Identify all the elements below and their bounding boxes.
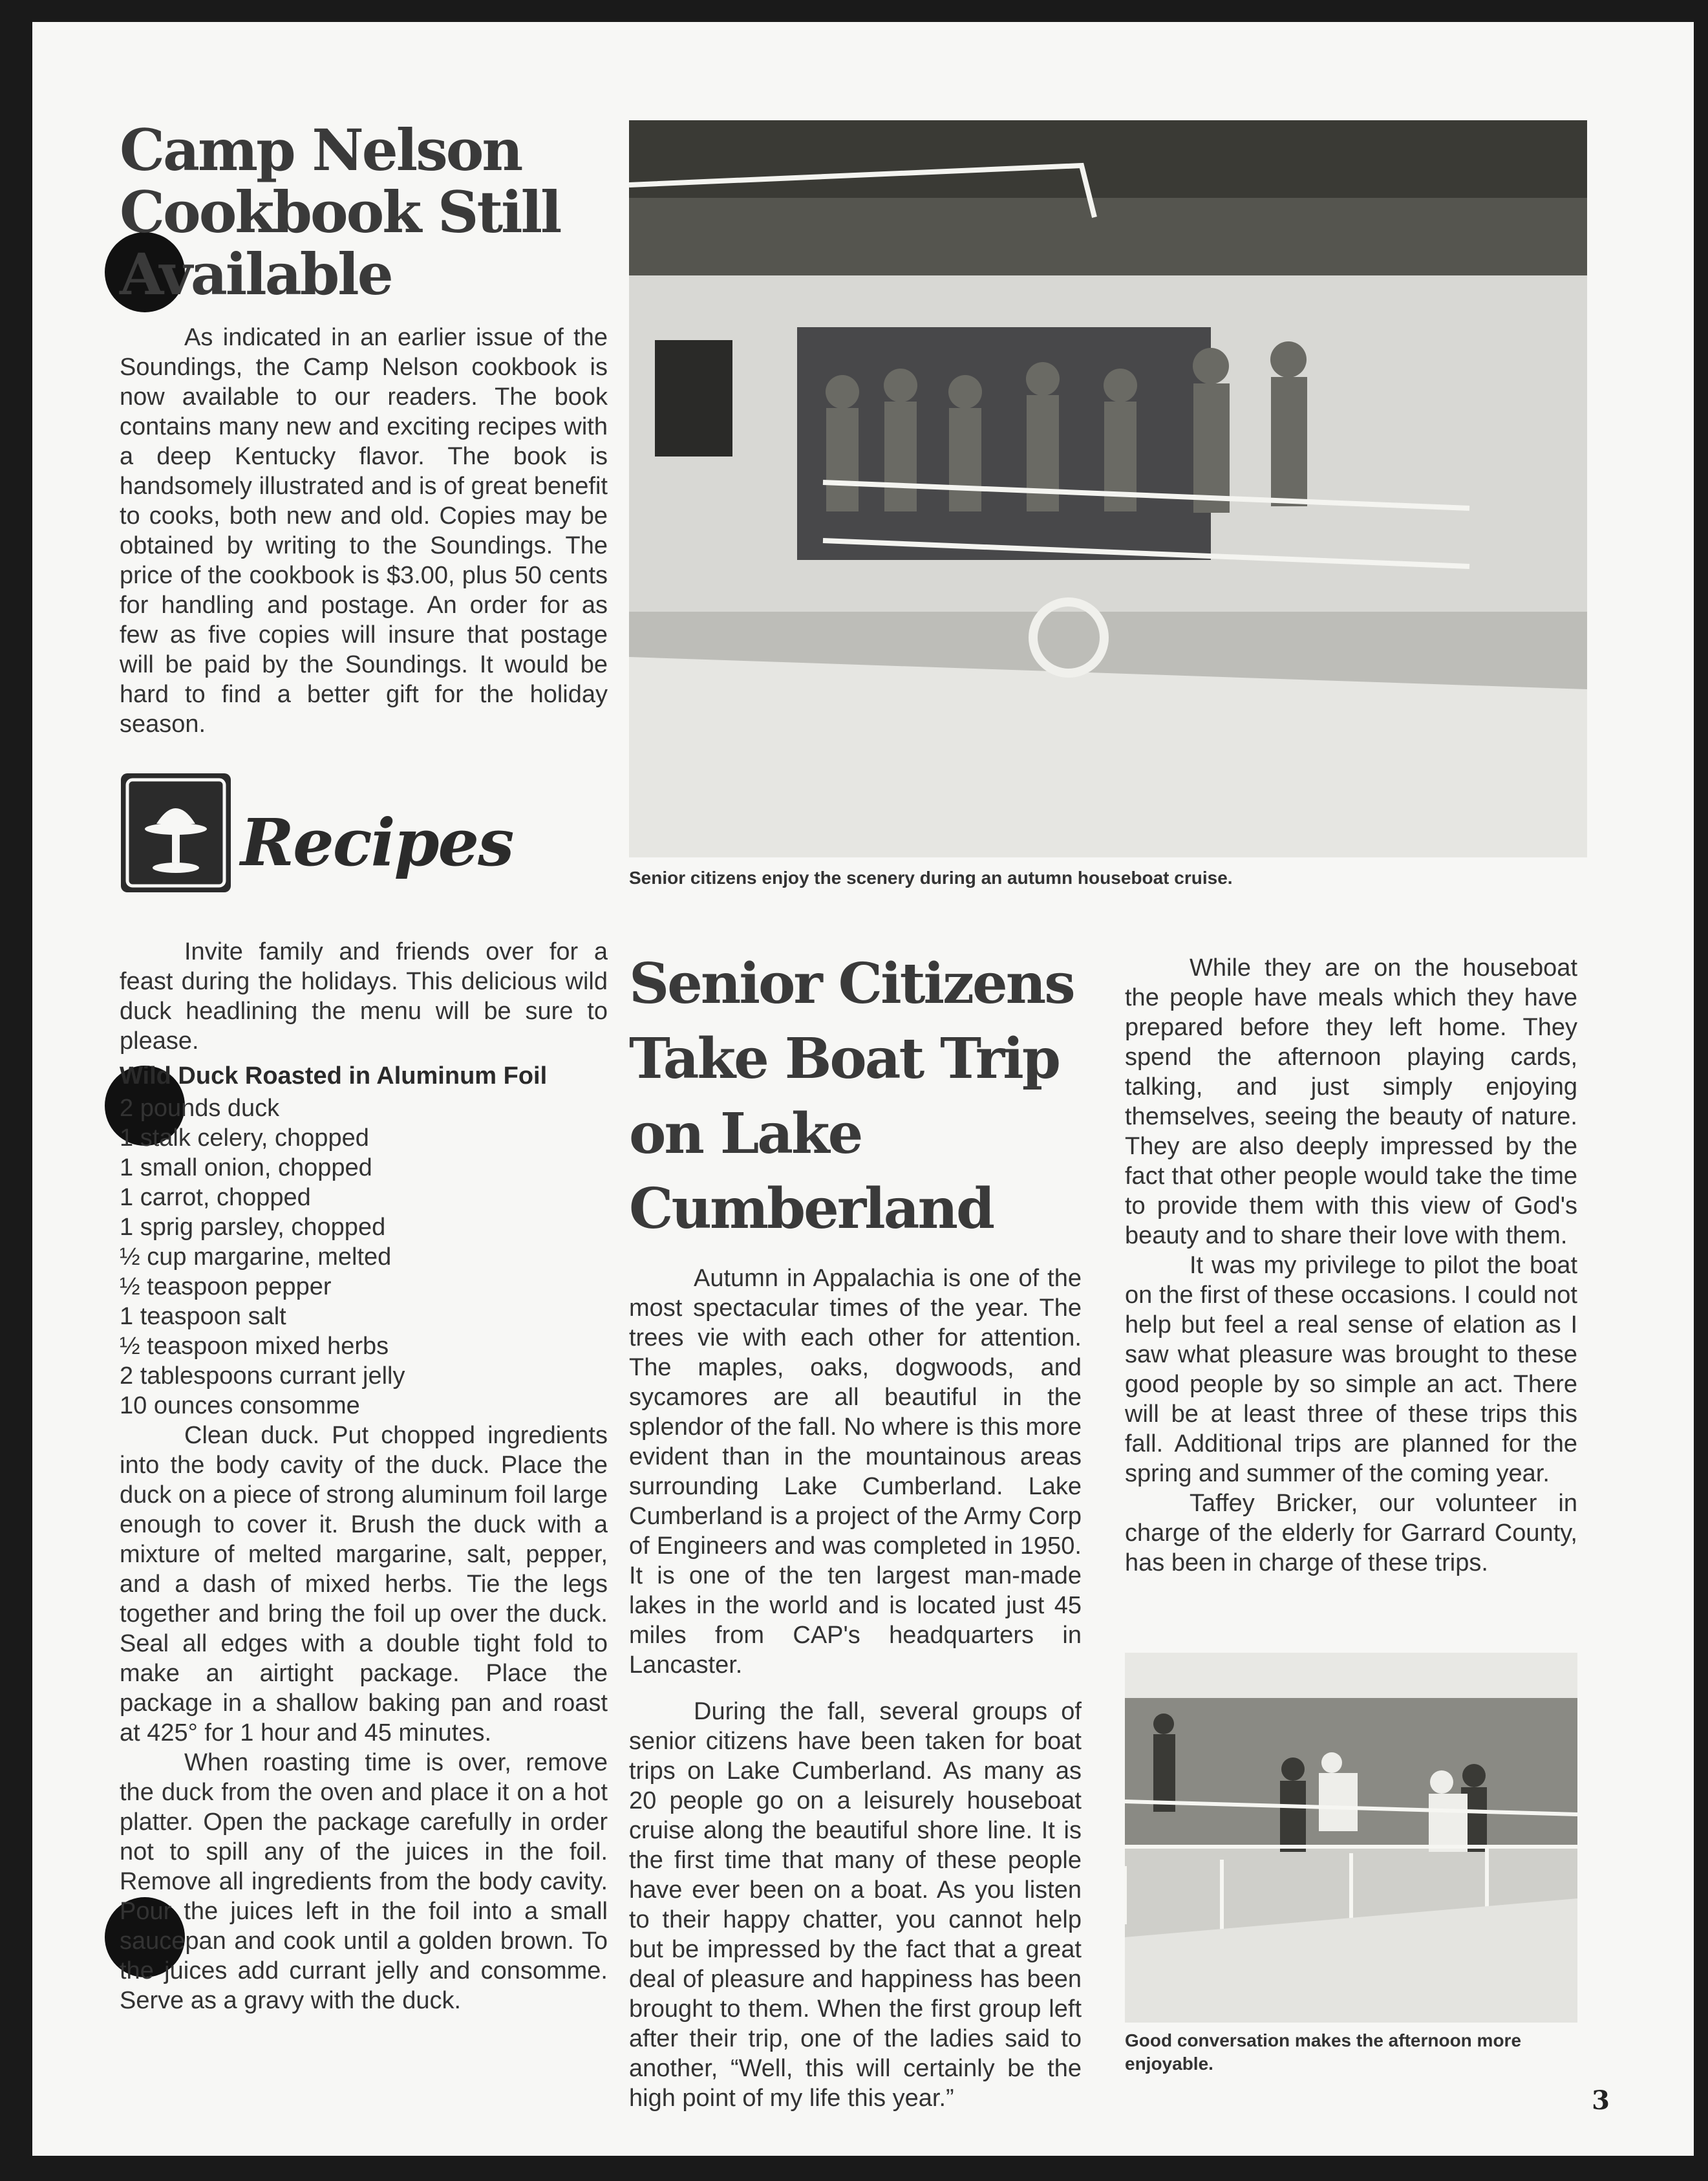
ingredient: 1 teaspoon salt [120, 1303, 286, 1330]
ingredient: 2 tablespoons currant jelly [120, 1362, 405, 1390]
cookbook-paragraph: As indicated in an earlier issue of the Soundings, the Camp Nelson cookbook is now available to our readers. The book contains many new and exciting recipes with a deep Kentucky flavor. The book is handsomely illustrated and is of great benefit to cooks, both new and old. Copies may be obtained by writing to the Soundings. The price of the cookbook is $3.00, plus 50 cents for handling and postage. An order for as few as five copies will insure that postage will be paid by the Soundings. It would be hard to find a better gift for the holiday season. [120, 324, 608, 738]
bottom-photo-caption: Good conversation makes the afternoon more enjoyable. [1125, 2030, 1522, 2074]
recipe-step: When roasting time is over, remove the duck from the oven and place it on a hot platter. Open the package carefully in order not to spill any of the juices in the foil. Remove all ingredients from the body cavity. Pour the juices left in the foil into a small saucepan and cook until a golden brown. To the juices add currant jelly and consomme. Serve as a gravy with the duck. [120, 1749, 608, 2014]
senior-paragraph: Taffey Bricker, our volunteer in charge of the elderly for Garrard County, has been in charge of these trips. [1125, 1490, 1577, 1576]
senior-paragraph: While they are on the houseboat the people have meals which they have prepared before they left home. They spend the afternoon playing cards, talking, and just simply enjoying themselves, seeing the beauty of nature. They are also deeply impressed by the fact that other people would take the time to provide them with this view of God's beauty and to share their love with them. [1125, 954, 1577, 1249]
dessert-stand-icon [121, 773, 231, 892]
recipes-title: Recipes [240, 804, 513, 881]
senior-paragraph: Autumn in Appalachia is one of the most spectacular times of the year. The trees vie with each other for attention. The maples, oaks, dogwoods, and sycamores are all beautiful in the splendor of the fall. No where is this more evident than in the mountainous areas surrounding Lake Cumberland. Lake Cumberland is a project of the Army Corp of Engineers and was completed in 1950. It is one of the ten largest man-made lakes in the world and is located just 45 miles from CAP's headquarters in Lancaster. [629, 1265, 1082, 1679]
senior-column-2 [1125, 953, 1577, 1578]
ingredient-list [120, 1093, 608, 1421]
cookbook-body [120, 323, 608, 739]
ingredient: ½ teaspoon pepper [120, 1273, 332, 1300]
houseboat-illustration [629, 120, 1587, 857]
recipe-step: Clean duck. Put chopped ingredients into the body cavity of the duck. Place the duck on a piece of strong aluminum foil large enough to cover it. Brush the duck with a mixture of melted margarine, salt, pepper, and a dash of mixed herbs. Tie the legs together and bring the foil up over the duck. Seal all edges with a double tight fold to make an airtight package. Place the package in a shallow baking pan and roast at 425° for 1 hour and 45 minutes. [120, 1422, 608, 1746]
ingredient: 10 ounces consomme [120, 1392, 360, 1419]
recipes-intro: Invite family and friends over for a feast during the holidays. This delicious wild duck headlining the menu will be sure to please. [120, 938, 608, 1055]
senior-headline-line: Senior Citizens [629, 951, 1074, 1016]
senior-paragraph: It was my privilege to pilot the boat on the first of these occasions. I could not help but feel a real sense of elation as I saw what pleasure was brought to these good people by so simple an act. There will be at least three of these trips this fall. Additional trips are planned for the spring and summer of the coming year. [1125, 1252, 1577, 1487]
senior-column-1 [629, 1263, 1082, 2113]
houseboat-group-photo [629, 120, 1587, 857]
ingredient: 1 carrot, chopped [120, 1184, 311, 1211]
ingredient: ½ teaspoon mixed herbs [120, 1333, 389, 1360]
page-number: 3 [1592, 2085, 1610, 2116]
recipes-column [120, 937, 608, 2015]
magazine-page [32, 22, 1694, 2156]
ingredient: 2 pounds duck [120, 1095, 280, 1122]
cookbook-headline-line: Camp Nelson [120, 116, 522, 184]
houseboat-deck-illustration [1125, 1653, 1577, 2023]
ingredient: ½ cup margarine, melted [120, 1243, 392, 1271]
recipes-logo [121, 773, 231, 892]
ingredient: 1 stalk celery, chopped [120, 1124, 369, 1152]
cookbook-headline-line: Cookbook Still [120, 178, 560, 246]
cookbook-headline-line: Available [120, 241, 392, 308]
senior-headline-line: Take Boat Trip [629, 1026, 1060, 1091]
senior-headline-line: Cumberland [629, 1176, 994, 1241]
cookbook-headline [120, 116, 585, 308]
conversation-photo [1125, 1653, 1577, 2023]
senior-paragraph: During the fall, several groups of senior citizens have been taken for boat trips on Lake Cumberland. As many as 20 people go on a leisurely houseboat cruise along the beautiful shore line. It is the first time that many of these people have ever been on a boat. As you listen to their happy chatter, you cannot help but be impressed by the fact that a great deal of pleasure and happiness has been brought to them. When the first group left after their trip, one of the ladies said to another, “Well, this will certainly be the high point of my life this year.” [629, 1698, 1082, 2112]
ingredient: 1 sprig parsley, chopped [120, 1214, 386, 1241]
senior-headline [629, 947, 1082, 1247]
top-photo-caption: Senior citizens enjoy the scenery during an autumn houseboat cruise. [629, 868, 1233, 888]
ingredient: 1 small onion, chopped [120, 1154, 372, 1181]
recipe-title: Wild Duck Roasted in Aluminum Foil [120, 1062, 548, 1090]
senior-headline-line: on Lake [629, 1101, 862, 1166]
